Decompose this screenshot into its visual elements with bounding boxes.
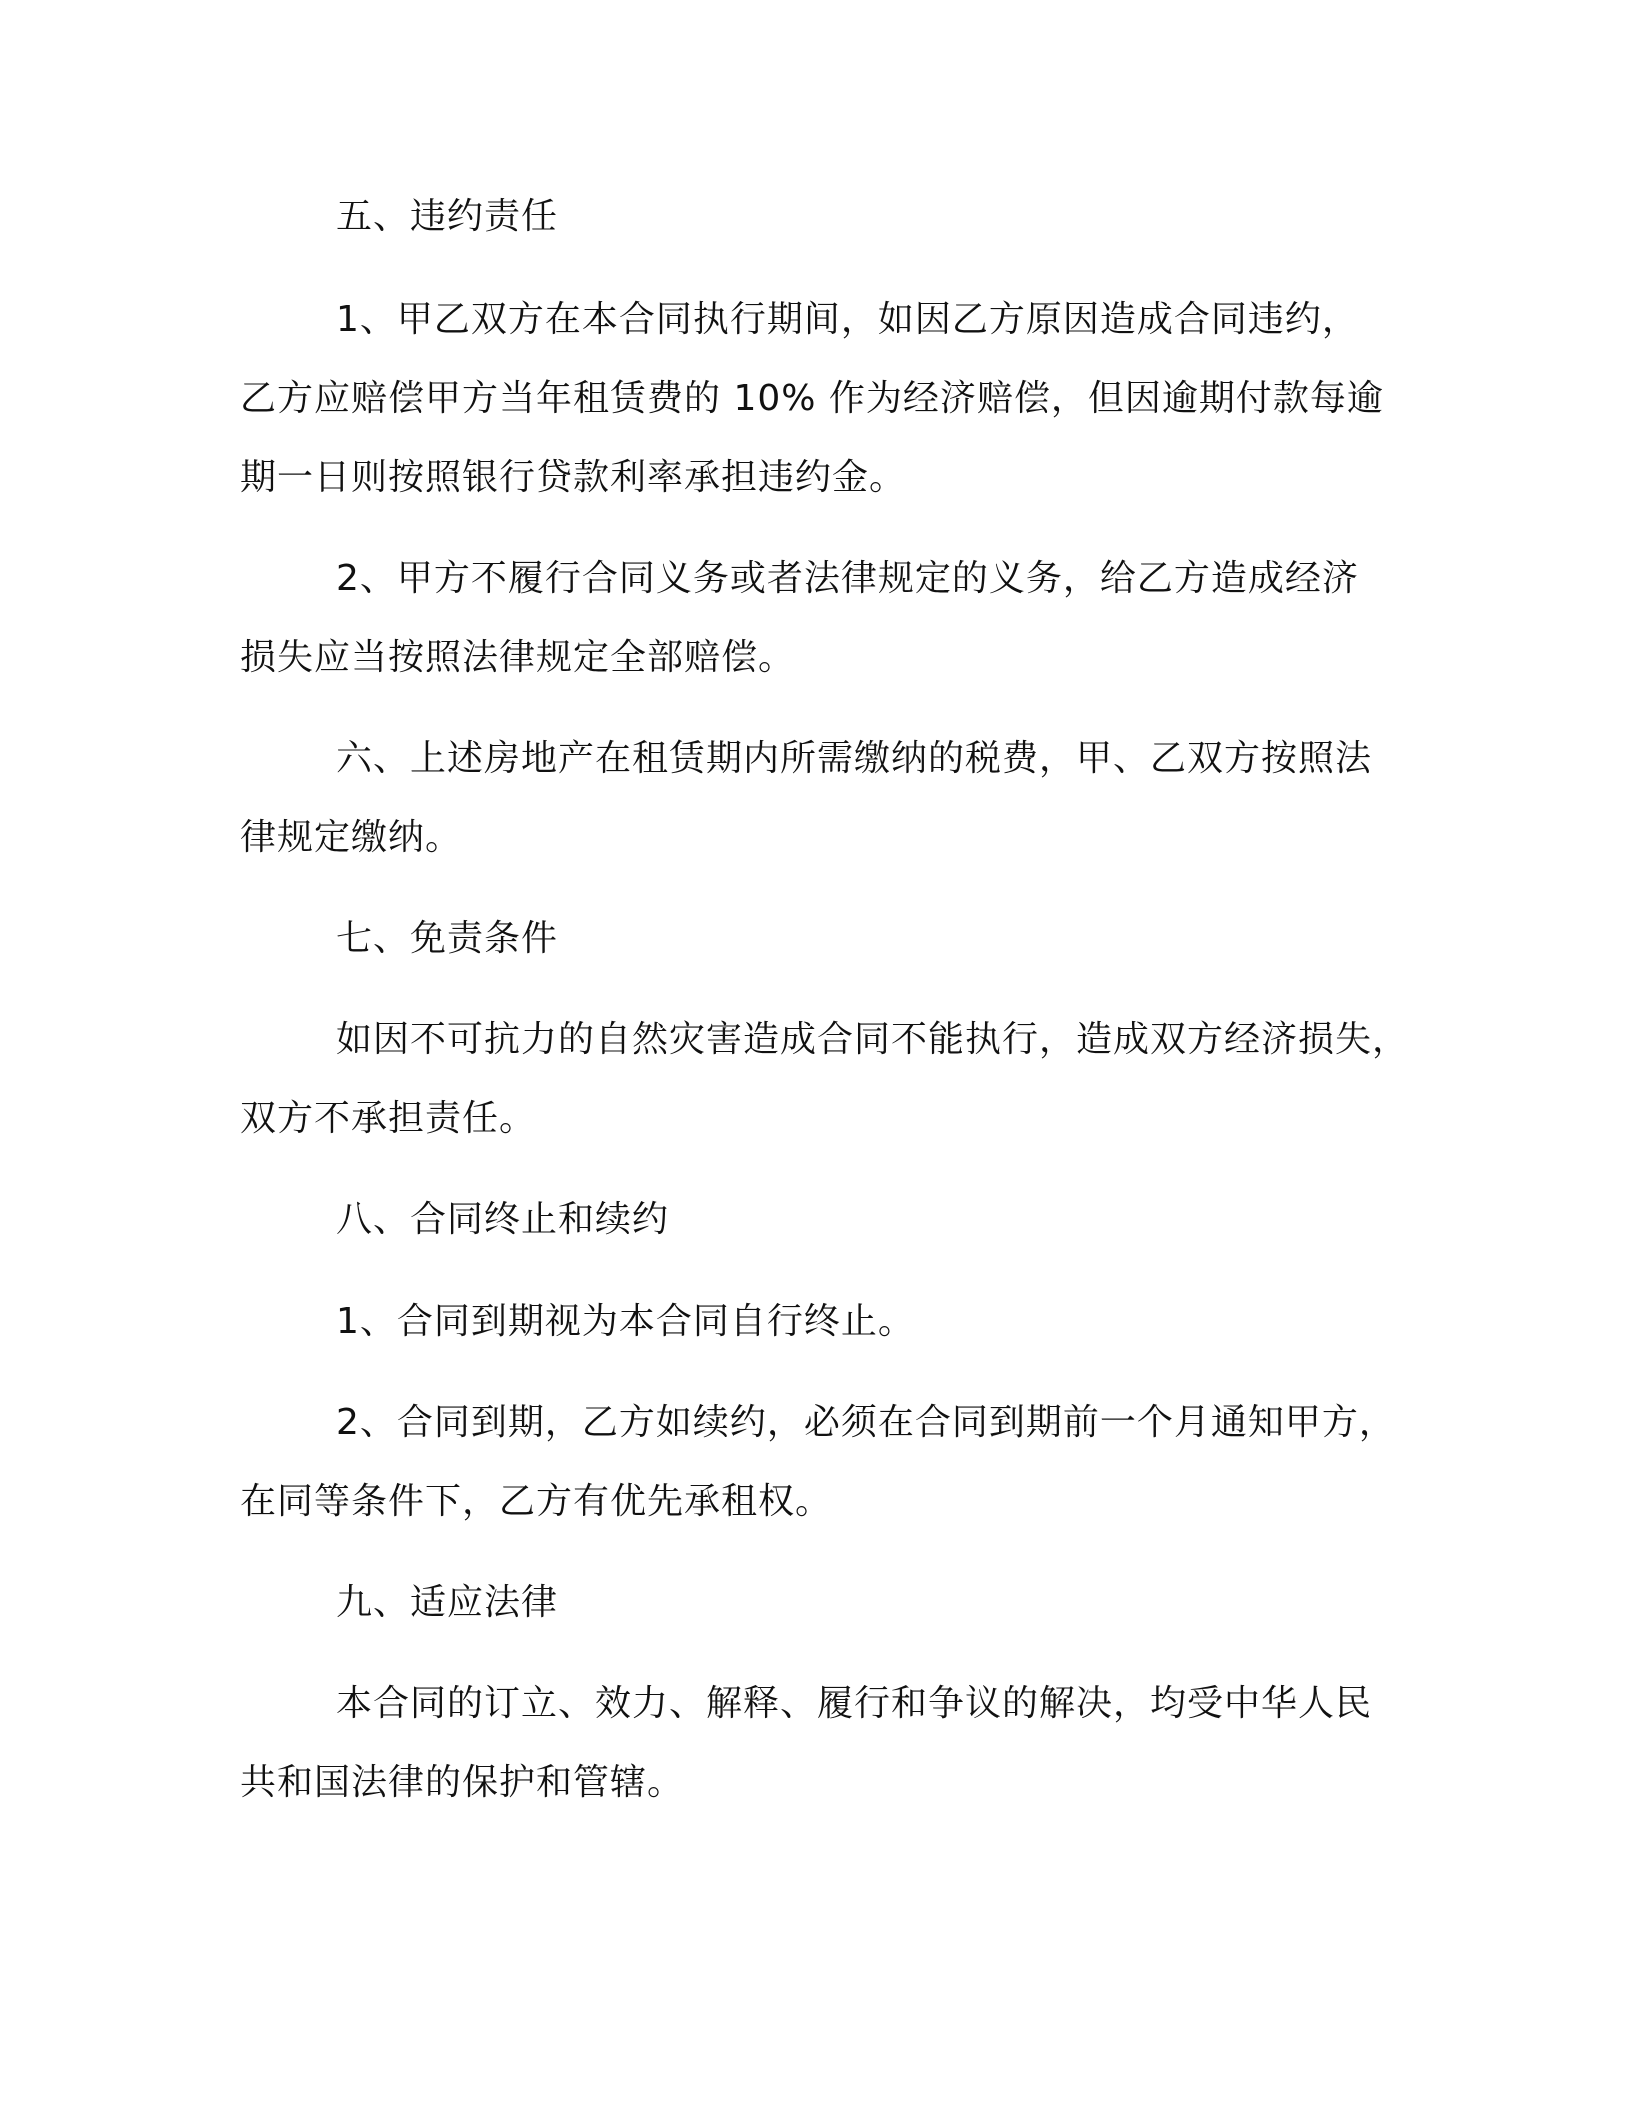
section-heading-taxes: 六、上述房地产在租赁期内所需缴纳的税费，甲、乙双方按照法 xyxy=(336,738,1373,779)
paragraph-line: 2、合同到期，乙方如续约，必须在合同到期前一个月通知甲方， xyxy=(336,1402,1396,1443)
paragraph-line: 1、甲乙双方在本合同执行期间，如因乙方原因造成合同违约， xyxy=(336,299,1359,340)
section-heading-applicable-law: 九、适应法律 xyxy=(336,1582,559,1623)
paragraph-line: 2、甲方不履行合同义务或者法律规定的义务，给乙方造成经济 xyxy=(336,558,1359,599)
paragraph-line: 在同等条件下，乙方有优先承租权。 xyxy=(240,1481,833,1522)
paragraph-line: 期一日则按照银行贷款利率承担违约金。 xyxy=(240,457,907,498)
paragraph-line: 如因不可抗力的自然灾害造成合同不能执行，造成双方经济损失， xyxy=(336,1019,1410,1060)
section-heading-exemption: 七、免责条件 xyxy=(336,918,559,959)
paragraph-line: 双方不承担责任。 xyxy=(240,1098,537,1139)
section-heading-termination: 八、合同终止和续约 xyxy=(336,1199,670,1240)
paragraph-line: 损失应当按照法律规定全部赔偿。 xyxy=(240,637,796,678)
paragraph-line: 1、合同到期视为本合同自行终止。 xyxy=(336,1301,915,1342)
paragraph-line: 共和国法律的保护和管辖。 xyxy=(240,1762,685,1803)
paragraph-line: 律规定缴纳。 xyxy=(240,817,463,858)
paragraph-line: 本合同的订立、效力、解释、履行和争议的解决，均受中华人民 xyxy=(336,1683,1373,1724)
paragraph-line: 乙方应赔偿甲方当年租赁费的 10% 作为经济赔偿，但因逾期付款每逾 xyxy=(240,378,1384,419)
section-heading-breach-liability: 五、违约责任 xyxy=(336,196,559,237)
